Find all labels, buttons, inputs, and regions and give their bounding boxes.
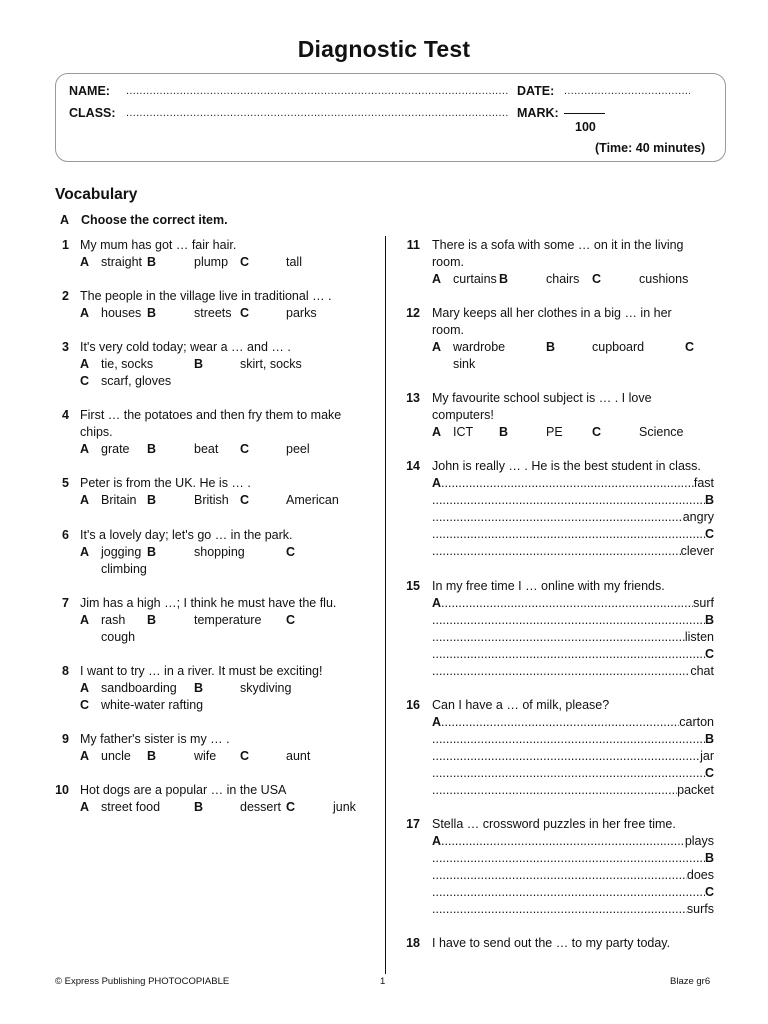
option-7b[interactable]: B [147, 613, 157, 627]
question-number: 8 [62, 664, 69, 678]
option-2b-text[interactable]: streets [194, 306, 232, 320]
option-1b[interactable]: B [147, 255, 157, 269]
question-number: 16 [406, 698, 420, 712]
answer-line-17-1[interactable]: A ..... plays [432, 833, 714, 850]
option-1a-text[interactable]: straight [101, 255, 142, 269]
footer-book-code: Blaze gr6 [670, 976, 711, 987]
option-4a[interactable]: A [80, 442, 90, 456]
question-text: There is a sofa with some … on it in the living room. [432, 238, 684, 269]
option-13b-text[interactable]: PE [546, 425, 563, 439]
option-13b[interactable]: B [499, 425, 509, 439]
option-8c-text[interactable]: white-water rafting [101, 698, 204, 712]
option-2c[interactable]: C [240, 306, 250, 320]
answer-line-16-1[interactable]: A ..... carton [432, 714, 714, 731]
mark-fraction-line [564, 113, 605, 114]
option-9b[interactable]: B [147, 749, 157, 763]
name-field[interactable] [126, 85, 508, 97]
option-5c[interactable]: C [240, 493, 250, 507]
question-number: 17 [406, 817, 420, 831]
question-text: The people in the village live in traditional … . [80, 289, 332, 303]
question-number: 13 [406, 391, 420, 405]
option-6a[interactable]: A [80, 545, 90, 559]
answer-line-14-5[interactable]: ..... clever [432, 543, 714, 560]
option-9b-text[interactable]: wife [194, 749, 217, 763]
question-text: My father's sister is my … . [80, 732, 230, 746]
question-number: 6 [62, 528, 69, 542]
answer-line-17-2[interactable]: ..... B [432, 850, 714, 867]
option-5a-text[interactable]: Britain [101, 493, 137, 507]
question-number: 1 [62, 238, 69, 252]
option-1c[interactable]: C [240, 255, 250, 269]
option-6c[interactable]: C [286, 545, 296, 559]
question-number: 15 [406, 579, 420, 593]
question-text: I have to send out the … to my party today. [432, 936, 671, 950]
answer-line-14-4[interactable]: ..... C [432, 526, 714, 543]
option-8a-text[interactable]: sandboarding [101, 681, 177, 695]
question-text: John is really … . He is the best student in class. [432, 459, 701, 473]
option-10c-text[interactable]: junk [333, 800, 356, 814]
option-10b[interactable]: B [194, 800, 204, 814]
answer-line-15-1[interactable]: A ..... surf [432, 595, 714, 612]
option-4c-text[interactable]: peel [286, 442, 310, 456]
question-text: Jim has a high …; I think he must have the flu. [80, 596, 337, 610]
answer-line-16-3[interactable]: ..... jar [432, 748, 714, 765]
question-number: 4 [62, 408, 69, 422]
option-11a-text[interactable]: curtains [453, 272, 497, 286]
option-8b[interactable]: B [194, 681, 204, 695]
option-2a-text[interactable]: houses [101, 306, 142, 320]
question-number: 12 [406, 306, 420, 320]
option-6c-text[interactable]: climbing [101, 562, 147, 576]
question-text: First … the potatoes and then fry them to make chips. [80, 408, 342, 439]
option-9c[interactable]: C [240, 749, 250, 763]
option-4c[interactable]: C [240, 442, 250, 456]
option-9c-text[interactable]: aunt [286, 749, 311, 763]
option-5b[interactable]: B [147, 493, 157, 507]
option-4b-text[interactable]: beat [194, 442, 219, 456]
option-5a[interactable]: A [80, 493, 90, 507]
question-number: 5 [62, 476, 69, 490]
option-11b[interactable]: B [499, 272, 509, 286]
option-3a-text[interactable]: tie, socks [101, 357, 154, 371]
instruction-text: Choose the correct item. [81, 213, 228, 227]
option-2b[interactable]: B [147, 306, 157, 320]
option-6a-text[interactable]: jogging [101, 545, 142, 559]
option-10c[interactable]: C [286, 800, 296, 814]
option-11a[interactable]: A [432, 272, 442, 286]
option-13c[interactable]: C [592, 425, 602, 439]
option-1b-text[interactable]: plump [194, 255, 229, 269]
student-info-box [55, 73, 726, 162]
question-number: 10 [55, 783, 69, 797]
option-3b-text[interactable]: skirt, socks [240, 357, 302, 371]
answer-line-15-4[interactable]: ..... C [432, 646, 714, 663]
option-12b[interactable]: B [546, 340, 556, 354]
question-text: In my free time I … online with my friends. [432, 579, 665, 593]
question-text: My mum has got … fair hair. [80, 238, 237, 252]
option-4b[interactable]: B [147, 442, 157, 456]
question-text: Can I have a … of milk, please? [432, 698, 610, 712]
option-10a-text[interactable]: street food [101, 800, 161, 814]
option-7b-text[interactable]: temperature [194, 613, 262, 627]
answer-line-16-5[interactable]: ..... packet [432, 782, 714, 799]
option-5c-text[interactable]: American [286, 493, 339, 507]
answer-line-15-3[interactable]: ..... listen [432, 629, 714, 646]
time-note: (Time: 40 minutes) [595, 141, 706, 155]
option-1a[interactable]: A [80, 255, 90, 269]
option-7a-text[interactable]: rash [101, 613, 126, 627]
answer-line-15-2[interactable]: ..... B [432, 612, 714, 629]
option-12a-text[interactable]: wardrobe [453, 340, 506, 354]
option-3c[interactable]: C [80, 374, 90, 388]
answer-line-14-1[interactable]: A ..... fast [432, 475, 714, 492]
option-8c[interactable]: C [80, 698, 90, 712]
option-12b-text[interactable]: cupboard [592, 340, 645, 354]
page-title: Diagnostic Test [297, 36, 471, 62]
footer-page-number: 1 [380, 976, 386, 987]
answer-line-16-4[interactable]: ..... C [432, 765, 714, 782]
date-label: DATE: [517, 84, 555, 98]
column-divider [385, 236, 386, 974]
option-10a[interactable]: A [80, 800, 90, 814]
option-12c[interactable]: C [685, 340, 695, 354]
option-5b-text[interactable]: British [194, 493, 229, 507]
option-11c[interactable]: C [592, 272, 602, 286]
question-text: Mary keeps all her clothes in a big … in her room. [432, 306, 672, 337]
question-text: It's a lovely day; let's go … in the park. [80, 528, 293, 542]
question-text: It's very cold today; wear a … and … . [80, 340, 291, 354]
option-10b-text[interactable]: dessert [240, 800, 281, 814]
answer-line-14-3[interactable]: ..... angry [432, 509, 714, 526]
option-7c[interactable]: C [286, 613, 296, 627]
option-9a[interactable]: A [80, 749, 90, 763]
option-4a-text[interactable]: grate [101, 442, 130, 456]
footer-copyright: © Express Publishing PHOTOCOPIABLE [55, 976, 230, 987]
answer-line-17-5[interactable]: ..... surfs [432, 901, 714, 918]
question-number: 11 [406, 238, 420, 252]
option-6b-text[interactable]: shopping [194, 545, 245, 559]
option-2a[interactable]: A [80, 306, 90, 320]
question-number: 3 [62, 340, 69, 354]
class-field[interactable] [126, 107, 508, 119]
option-6b[interactable]: B [147, 545, 157, 559]
option-12c-text[interactable]: sink [453, 357, 476, 371]
name-label: NAME: [69, 84, 110, 98]
mark-total: 100 [575, 120, 596, 134]
option-9a-text[interactable]: uncle [101, 749, 131, 763]
answer-line-14-2[interactable]: ..... B [432, 492, 714, 509]
section-heading: Vocabulary [55, 186, 138, 203]
option-3b[interactable]: B [194, 357, 204, 371]
option-8a[interactable]: A [80, 681, 90, 695]
answer-line-15-5[interactable]: ..... chat [432, 663, 714, 680]
option-11b-text[interactable]: chairs [546, 272, 580, 286]
option-1c-text[interactable]: tall [286, 255, 302, 269]
question-number: 9 [62, 732, 69, 746]
option-12a[interactable]: A [432, 340, 442, 354]
question-text: Hot dogs are a popular … in the USA [80, 783, 287, 797]
option-2c-text[interactable]: parks [286, 306, 317, 320]
instruction-letter: A [60, 213, 70, 227]
question-text: My favourite school subject is … . I love computers! [432, 391, 652, 422]
class-label: CLASS: [69, 106, 116, 120]
mark-label: MARK: [517, 106, 559, 120]
question-text: I want to try … in a river. It must be exciting! [80, 664, 323, 678]
option-13a-text[interactable]: ICT [453, 425, 474, 439]
option-13a[interactable]: A [432, 425, 442, 439]
option-7c-text[interactable]: cough [101, 630, 136, 644]
question-number: 7 [62, 596, 69, 610]
date-field[interactable] [564, 85, 690, 97]
answer-line-17-3[interactable]: ..... does [432, 867, 714, 884]
answer-line-17-4[interactable]: ..... C [432, 884, 714, 901]
question-number: 18 [406, 936, 420, 950]
option-3c-text[interactable]: scarf, gloves [101, 374, 172, 388]
answer-line-16-2[interactable]: ..... B [432, 731, 714, 748]
question-number: 2 [62, 289, 69, 303]
option-8b-text[interactable]: skydiving [240, 681, 292, 695]
question-number: 14 [406, 459, 420, 473]
option-11c-text[interactable]: cushions [639, 272, 689, 286]
option-13c-text[interactable]: Science [639, 425, 684, 439]
question-text: Stella … crossword puzzles in her free time. [432, 817, 676, 831]
question-text: Peter is from the UK. He is … . [80, 476, 251, 490]
option-7a[interactable]: A [80, 613, 90, 627]
option-3a[interactable]: A [80, 357, 90, 371]
